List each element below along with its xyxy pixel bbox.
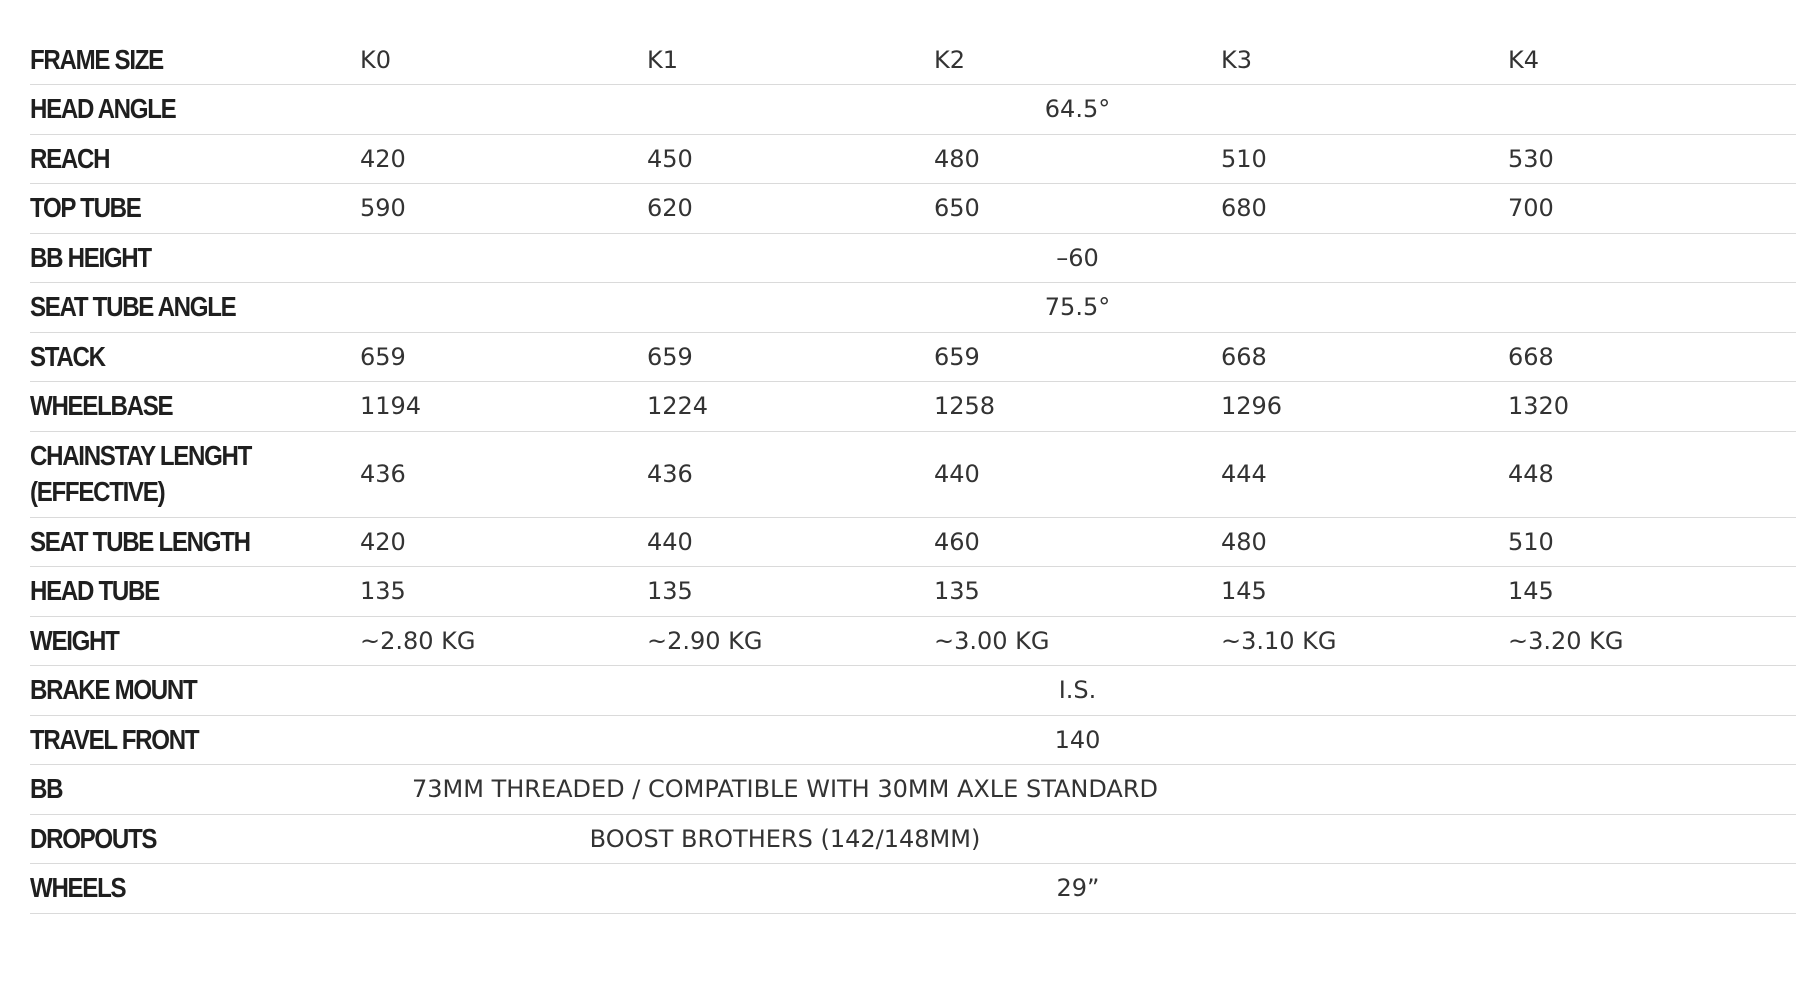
cell-value: ~2.90 KG — [647, 616, 934, 666]
cell-value: 1224 — [647, 382, 934, 432]
table-row-weight — [30, 616, 1796, 666]
dropouts-value-text: BOOST BROTHERS (142/148MM) — [589, 824, 981, 853]
row-label: TOP TUBE — [30, 184, 314, 234]
cell-value: 135 — [647, 567, 934, 617]
row-label: CHAINSTAY LENGHT (EFFECTIVE) — [30, 431, 314, 517]
cell-value: 590 — [360, 184, 647, 234]
cell-value: 659 — [360, 332, 647, 382]
table-row-reach — [30, 134, 1796, 184]
row-label: FRAME SIZE — [30, 35, 314, 85]
table-row-seat-tube-angle — [30, 283, 1796, 333]
row-label: SEAT TUBE ANGLE — [30, 283, 314, 333]
table-row-brake-mount — [30, 666, 1796, 716]
cell-value: 510 — [1221, 134, 1508, 184]
row-label: WHEELS — [30, 864, 314, 914]
bb-value-text: 73MM THREADED / COMPATIBLE WITH 30MM AXLE STANDARD — [411, 775, 1158, 804]
row-label: BB — [30, 765, 314, 815]
bb-value — [360, 765, 1796, 815]
table-row-bb-height — [30, 233, 1796, 283]
head-angle-value: 64.5° — [647, 85, 1508, 135]
row-label: WEIGHT — [30, 616, 314, 666]
size-header-k4: K4 — [1508, 35, 1796, 85]
cell-value: 650 — [934, 184, 1221, 234]
cell-value: 135 — [934, 567, 1221, 617]
cell-value: 1258 — [934, 382, 1221, 432]
table-row-dropouts — [30, 814, 1796, 864]
row-label: REACH — [30, 134, 314, 184]
table-row-stack — [30, 332, 1796, 382]
cell-value: 510 — [1508, 517, 1796, 567]
cell-value: 420 — [360, 517, 647, 567]
cell-value: 444 — [1221, 431, 1508, 517]
cell-value: 530 — [1508, 134, 1796, 184]
table-row-wheels — [30, 864, 1796, 914]
table-row-head-angle — [30, 85, 1796, 135]
row-label: DROPOUTS — [30, 814, 314, 864]
cell-value: ~3.20 KG — [1508, 616, 1796, 666]
cell-value: ~2.80 KG — [360, 616, 647, 666]
table-row-seat-tube-length — [30, 517, 1796, 567]
table-row-travel-front — [30, 715, 1796, 765]
size-header-k2: K2 — [934, 35, 1221, 85]
size-header-k3: K3 — [1221, 35, 1508, 85]
table-row-chainstay — [30, 431, 1796, 517]
cell-value: 659 — [647, 332, 934, 382]
cell-value: 668 — [1508, 332, 1796, 382]
row-label: HEAD ANGLE — [30, 85, 314, 135]
cell-value: 700 — [1508, 184, 1796, 234]
geometry-table — [30, 35, 1796, 914]
row-label: BB HEIGHT — [30, 233, 314, 283]
cell-value: 448 — [1508, 431, 1796, 517]
row-label: BRAKE MOUNT — [30, 666, 314, 716]
dropouts-value — [360, 814, 1796, 864]
table-row-frame-size — [30, 35, 1796, 85]
cell-value: 135 — [360, 567, 647, 617]
cell-value: 450 — [647, 134, 934, 184]
cell-value: 480 — [934, 134, 1221, 184]
cell-value: 460 — [934, 517, 1221, 567]
brake-mount-value: I.S. — [647, 666, 1508, 716]
cell-value: 1194 — [360, 382, 647, 432]
cell-value: 436 — [360, 431, 647, 517]
cell-value: 1296 — [1221, 382, 1508, 432]
cell-value: 440 — [647, 517, 934, 567]
cell-value: ~3.10 KG — [1221, 616, 1508, 666]
size-header-k1: K1 — [647, 35, 934, 85]
table-row-head-tube — [30, 567, 1796, 617]
cell-value: 436 — [647, 431, 934, 517]
travel-front-value: 140 — [647, 715, 1508, 765]
cell-value: 440 — [934, 431, 1221, 517]
cell-value: 1320 — [1508, 382, 1796, 432]
cell-value: 480 — [1221, 517, 1508, 567]
bb-height-value: –60 — [647, 233, 1508, 283]
cell-value: ~3.00 KG — [934, 616, 1221, 666]
row-label: STACK — [30, 332, 314, 382]
cell-value: 668 — [1221, 332, 1508, 382]
cell-value: 420 — [360, 134, 647, 184]
cell-value: 620 — [647, 184, 934, 234]
table-row-top-tube — [30, 184, 1796, 234]
wheels-value: 29” — [360, 864, 1796, 914]
row-label: HEAD TUBE — [30, 567, 314, 617]
row-label: SEAT TUBE LENGTH — [30, 517, 314, 567]
cell-value: 680 — [1221, 184, 1508, 234]
row-label: TRAVEL FRONT — [30, 715, 314, 765]
table-row-wheelbase — [30, 382, 1796, 432]
size-header-k0: K0 — [360, 35, 647, 85]
row-label: WHEELBASE — [30, 382, 314, 432]
cell-value: 659 — [934, 332, 1221, 382]
cell-value: 145 — [1221, 567, 1508, 617]
seat-tube-angle-value: 75.5° — [647, 283, 1508, 333]
table-row-bb — [30, 765, 1796, 815]
cell-value: 145 — [1508, 567, 1796, 617]
